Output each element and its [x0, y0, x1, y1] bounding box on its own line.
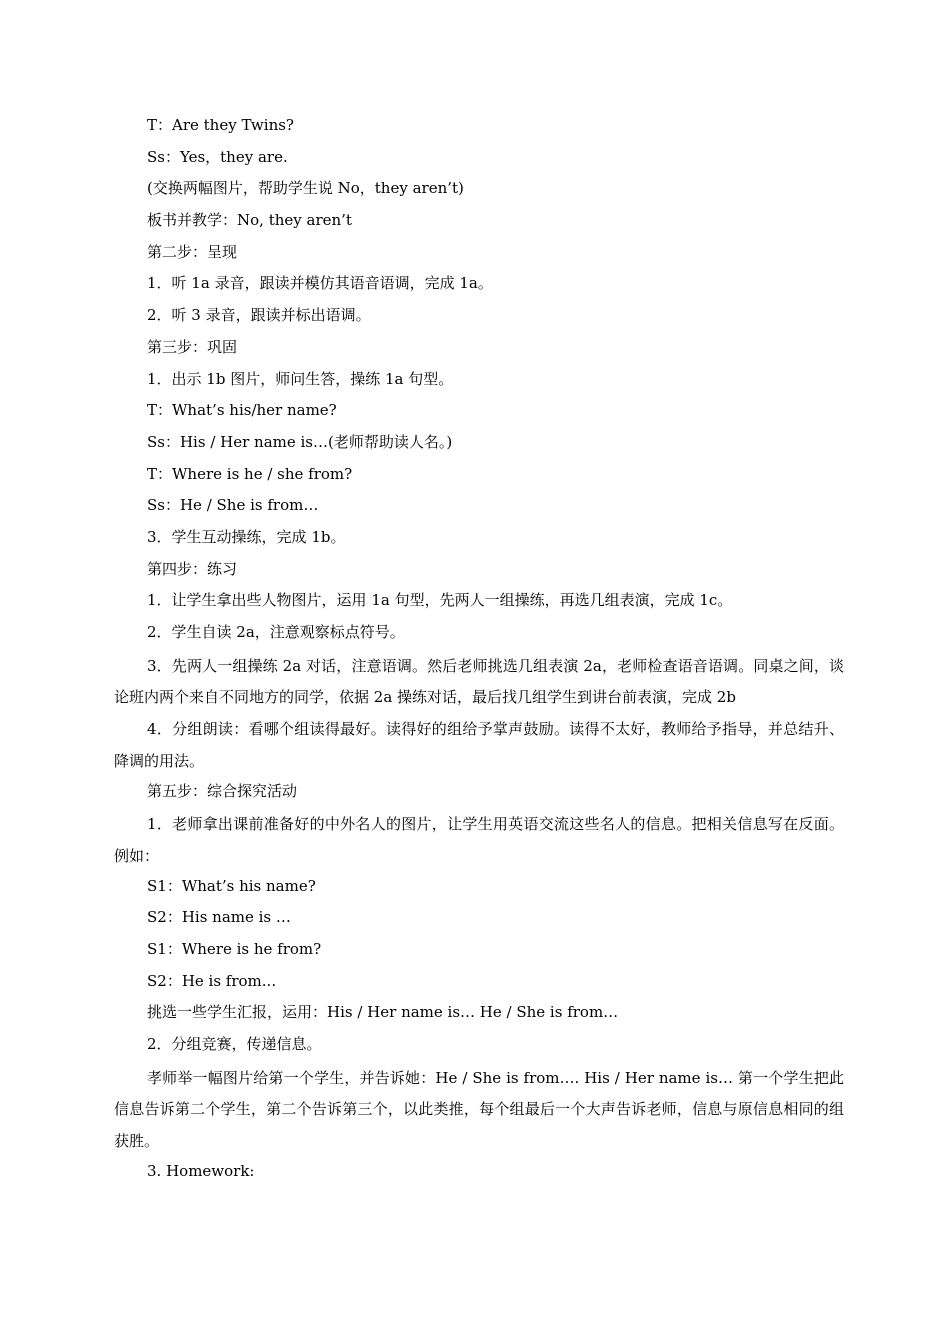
- list-item: 3．学生互动操练，完成 1b。: [147, 527, 346, 546]
- dialogue-line: T：What’s his/her name?: [147, 401, 337, 420]
- instruction-line: 挑选一些学生汇报，运用：His / Her name is… He / She is from…: [147, 1003, 619, 1022]
- dialogue-line: S2：He is from...: [147, 971, 277, 990]
- step-heading: 第三步：巩固: [147, 337, 238, 356]
- step-heading: 第二步：呈现: [147, 242, 238, 261]
- list-paragraph: 1．老师拿出课前准备好的中外名人的图片，让学生用英语交流这些名人的信息。把相关信息写在反面。例如：: [114, 815, 844, 865]
- dialogue-line: Ss：He / She is from…: [147, 496, 319, 515]
- step-heading: 第五步：综合探究活动: [147, 781, 298, 800]
- list-item: 1．听 1a 录音，跟读并模仿其语音语调，完成 1a。: [147, 274, 493, 293]
- list-item: 2．听 3 录音，跟读并标出语调。: [147, 306, 371, 325]
- list-paragraph: 4．分组朗读：看哪个组读得最好。读得好的组给予掌声鼓励。读得不太好，教师给予指导，并总结升、降调的用法。: [114, 720, 844, 770]
- dialogue-line: T：Where is he / she from?: [147, 464, 353, 483]
- list-paragraph: 3．先两人一组操练 2a 对话，注意语调。然后老师挑选几组表演 2a，老师检查语音语调。同桌之间，谈论班内两个来自不同地方的同学，依据 2a 操练对话，最后找几组学生到讲台前表演，完成 2b: [114, 656, 844, 707]
- list-item: 3. Homework:: [147, 1161, 255, 1180]
- list-item: 2．分组竞赛，传递信息。: [147, 1035, 322, 1054]
- list-item: 1．让学生拿出些人物图片，运用 1a 句型，先两人一组操练，再选几组表演，完成 1c。: [147, 591, 733, 610]
- instruction-line: 板书并教学：No, they aren’t: [147, 211, 352, 230]
- list-item: 1．出示 1b 图片，师问生答，操练 1a 句型。: [147, 369, 454, 388]
- step-heading: 第四步：练习: [147, 559, 238, 578]
- dialogue-line: Ss：His / Her name is…(老师帮助读人名。): [147, 432, 453, 451]
- lesson-plan-body: [114, 112, 844, 1190]
- list-item: 2．学生自读 2a，注意观察标点符号。: [147, 623, 405, 641]
- instruction-line: (交换两幅图片，帮助学生说 No，they aren’t): [147, 179, 464, 198]
- dialogue-line: S1：Where is he from?: [147, 939, 322, 958]
- list-paragraph: 孝师举一幅图片给第一个学生，并告诉她：He / She is from…. His / Her name is… 第一个学生把此信息告诉第二个学生，第二个告诉第三个，以此类推，每个组最后一个大声告诉老师，信息与原信息相同的组获胜。: [114, 1068, 844, 1151]
- dialogue-line: Ss：Yes，they are.: [147, 147, 288, 166]
- dialogue-line: S1：What’s his name?: [147, 876, 316, 895]
- dialogue-line: T：Are they Twins?: [147, 116, 294, 134]
- dialogue-line: S2：His name is …: [147, 908, 291, 927]
